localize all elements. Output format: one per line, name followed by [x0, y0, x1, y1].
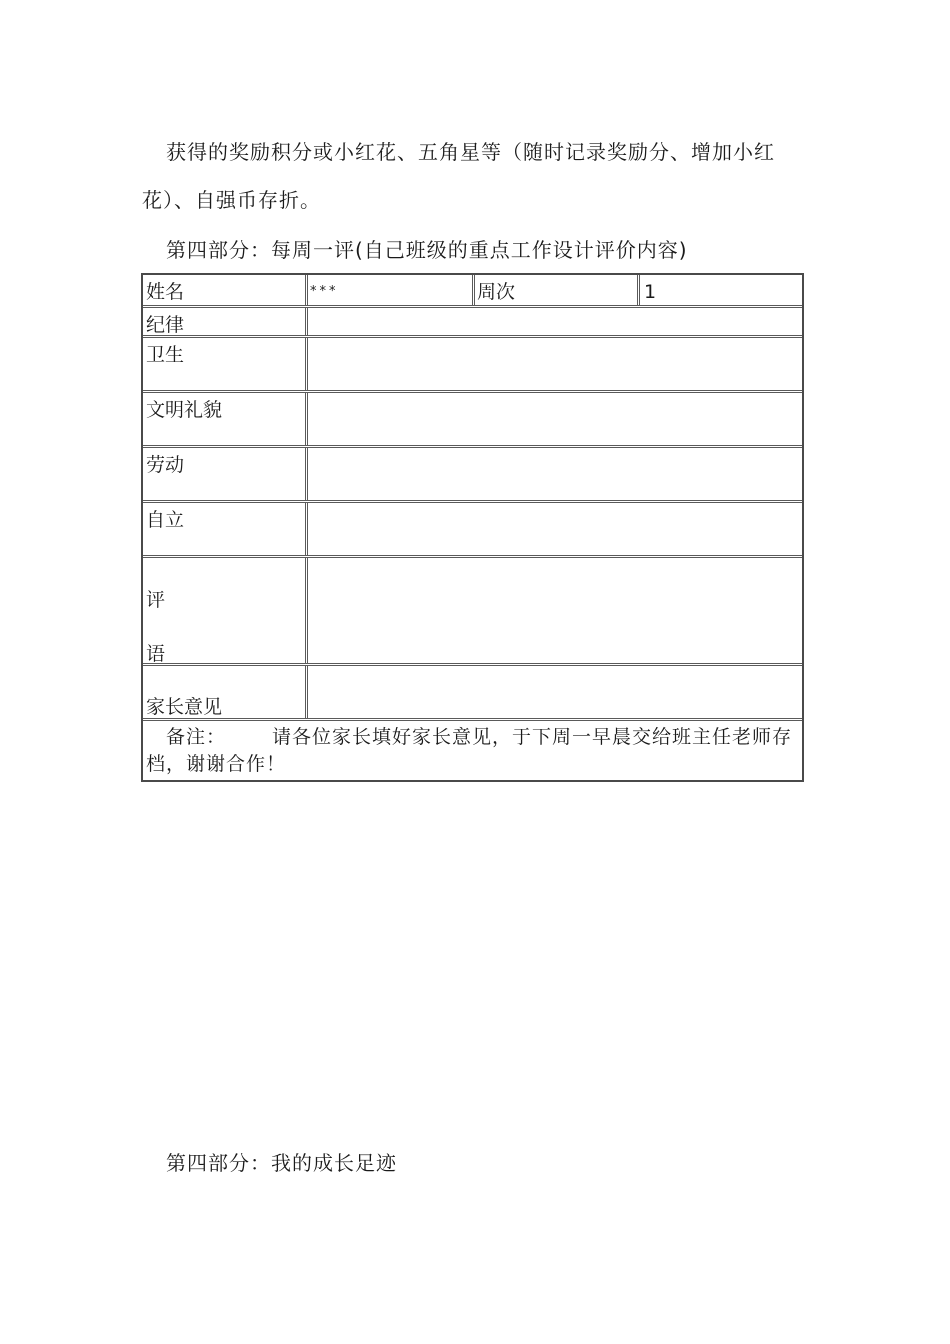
table-row-hygiene — [143, 335, 802, 390]
week-label: 周次 — [475, 275, 640, 305]
note-label: 备注： — [166, 726, 227, 748]
discipline-label: 纪律 — [143, 308, 308, 335]
note-cell — [143, 721, 802, 780]
courtesy-label: 文明礼貌 — [143, 393, 308, 445]
courtesy-value — [308, 393, 802, 445]
comment-label — [143, 558, 308, 663]
weekly-review-table — [141, 273, 804, 782]
section-heading-growth: 第四部分：我的成长足迹 — [166, 1151, 397, 1175]
independence-value — [308, 503, 802, 555]
table-row-name — [143, 275, 802, 305]
parent-opinion-label: 家长意见 — [143, 666, 308, 718]
labor-label: 劳动 — [143, 448, 308, 500]
table-row-comment — [143, 555, 802, 663]
comment-label-char-2: 语 — [146, 643, 166, 665]
hygiene-label: 卫生 — [143, 338, 308, 390]
discipline-value — [308, 308, 802, 335]
table-row-note — [143, 718, 802, 780]
comment-value — [308, 558, 802, 663]
note-text: 请各位家长填好家长意见，于下周一早晨交给班主任老师存档，谢谢合作！ — [146, 726, 793, 775]
comment-label-char-1: 评 — [146, 589, 166, 611]
labor-value — [308, 448, 802, 500]
week-value: 1 — [644, 281, 657, 303]
table-row-parent-opinion — [143, 663, 802, 718]
table-row-courtesy — [143, 390, 802, 445]
name-value: *** — [308, 275, 475, 305]
table-row-discipline — [143, 305, 802, 335]
name-label: 姓名 — [143, 275, 308, 305]
section-heading-weekly-review: 第四部分：每周一评(自己班级的重点工作设计评价内容) — [166, 238, 688, 262]
intro-paragraph: 获得的奖励积分或小红花、五角星等（随时记录奖励分、增加小红花）、自强币存折。 — [142, 140, 775, 212]
hygiene-value — [308, 338, 802, 390]
table-row-independence — [143, 500, 802, 555]
independence-label: 自立 — [143, 503, 308, 555]
table-row-labor — [143, 445, 802, 500]
parent-opinion-value — [308, 666, 802, 718]
